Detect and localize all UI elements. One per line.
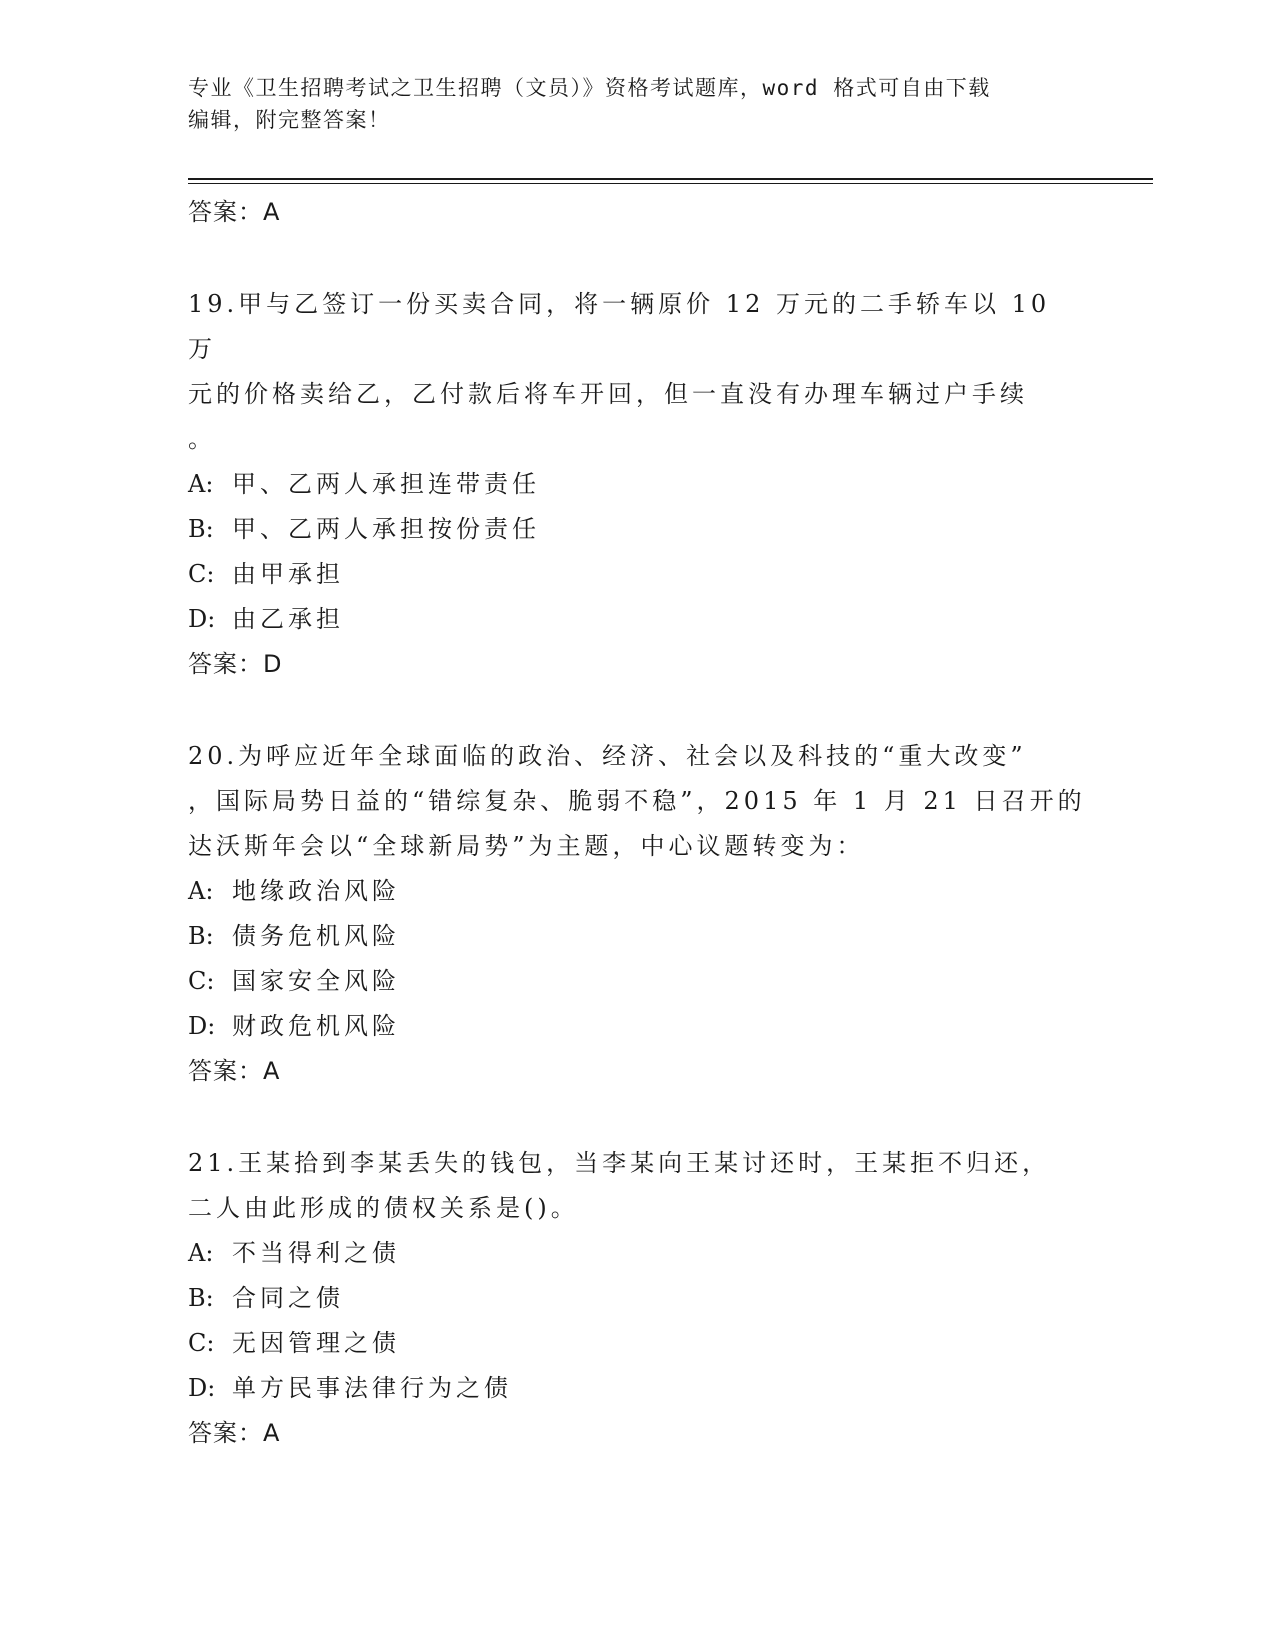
question-line: 元的价格卖给乙，乙付款后将车开回，但一直没有办理车辆过户手续 xyxy=(188,380,1028,408)
option-c xyxy=(188,1321,1088,1366)
option-text: 由甲承担 xyxy=(232,560,344,588)
question-19 xyxy=(188,282,1088,686)
spacer xyxy=(188,234,1088,282)
option-c xyxy=(188,552,1088,597)
option-text: 不当得利之债 xyxy=(232,1239,400,1267)
question-line: 达沃斯年会以“全球新局势”为主题，中心议题转变为： xyxy=(188,832,865,860)
option-letter: A: xyxy=(188,877,214,905)
option-text: 甲、乙两人承担连带责任 xyxy=(232,470,540,498)
option-letter: C: xyxy=(188,560,215,588)
question-line: 二人由此形成的债权关系是()。 xyxy=(188,1194,579,1222)
option-letter: B: xyxy=(188,922,214,950)
option-d xyxy=(188,597,1088,642)
option-letter: B: xyxy=(188,1284,214,1312)
header-line-2: 编辑，附完整答案！ xyxy=(188,108,391,132)
answer-line: 答案：A xyxy=(188,1419,281,1447)
option-letter: A: xyxy=(188,470,214,498)
option-letter: B: xyxy=(188,515,214,543)
option-text: 由乙承担 xyxy=(232,605,344,633)
question-text xyxy=(188,734,1088,869)
option-text: 无因管理之债 xyxy=(232,1329,400,1357)
header-divider-thin xyxy=(188,183,1153,184)
question-line: 19.甲与乙签订一份买卖合同，将一辆原价 12 万元的二手轿车以 10 万 xyxy=(188,290,1051,363)
option-a xyxy=(188,1231,1088,1276)
option-text: 地缘政治风险 xyxy=(232,877,400,905)
header-divider-thick xyxy=(188,178,1153,180)
option-letter: D: xyxy=(188,1012,216,1040)
question-list xyxy=(188,190,1088,1455)
answer-line: 答案：D xyxy=(188,650,283,678)
question-line: ，国际局势日益的“错综复杂、脆弱不稳”，2015 年 1 月 21 日召开的 xyxy=(188,787,1086,815)
question-line: 21.王某拾到李某丢失的钱包，当李某向王某讨还时，王某拒不归还， xyxy=(188,1149,1051,1177)
option-a xyxy=(188,462,1088,507)
question-20 xyxy=(188,734,1088,1093)
option-text: 合同之债 xyxy=(232,1284,344,1312)
document-header xyxy=(188,72,1088,136)
option-d xyxy=(188,1004,1088,1049)
option-b xyxy=(188,507,1088,552)
question-text xyxy=(188,1141,1088,1231)
option-text: 债务危机风险 xyxy=(232,922,400,950)
header-line-1: 专业《卫生招聘考试之卫生招聘（文员）》资格考试题库，word 格式可自由下载 xyxy=(188,76,991,100)
previous-answer: 答案：A xyxy=(188,198,281,226)
question-line: 20.为呼应近年全球面临的政治、经济、社会以及科技的“重大改变” xyxy=(188,742,1027,770)
option-letter: D: xyxy=(188,605,216,633)
option-text: 甲、乙两人承担按份责任 xyxy=(232,515,540,543)
option-c xyxy=(188,959,1088,1004)
spacer xyxy=(188,686,1088,734)
option-d xyxy=(188,1366,1088,1411)
option-letter: D: xyxy=(188,1374,216,1402)
option-letter: C: xyxy=(188,1329,215,1357)
spacer xyxy=(188,1093,1088,1141)
option-letter: C: xyxy=(188,967,215,995)
question-text xyxy=(188,282,1088,462)
option-text: 单方民事法律行为之债 xyxy=(232,1374,512,1402)
question-line: 。 xyxy=(188,425,216,453)
question-21 xyxy=(188,1141,1088,1455)
option-b xyxy=(188,1276,1088,1321)
option-letter: A: xyxy=(188,1239,214,1267)
option-b xyxy=(188,914,1088,959)
option-text: 国家安全风险 xyxy=(232,967,400,995)
answer-line: 答案：A xyxy=(188,1057,281,1085)
option-a xyxy=(188,869,1088,914)
option-text: 财政危机风险 xyxy=(232,1012,400,1040)
